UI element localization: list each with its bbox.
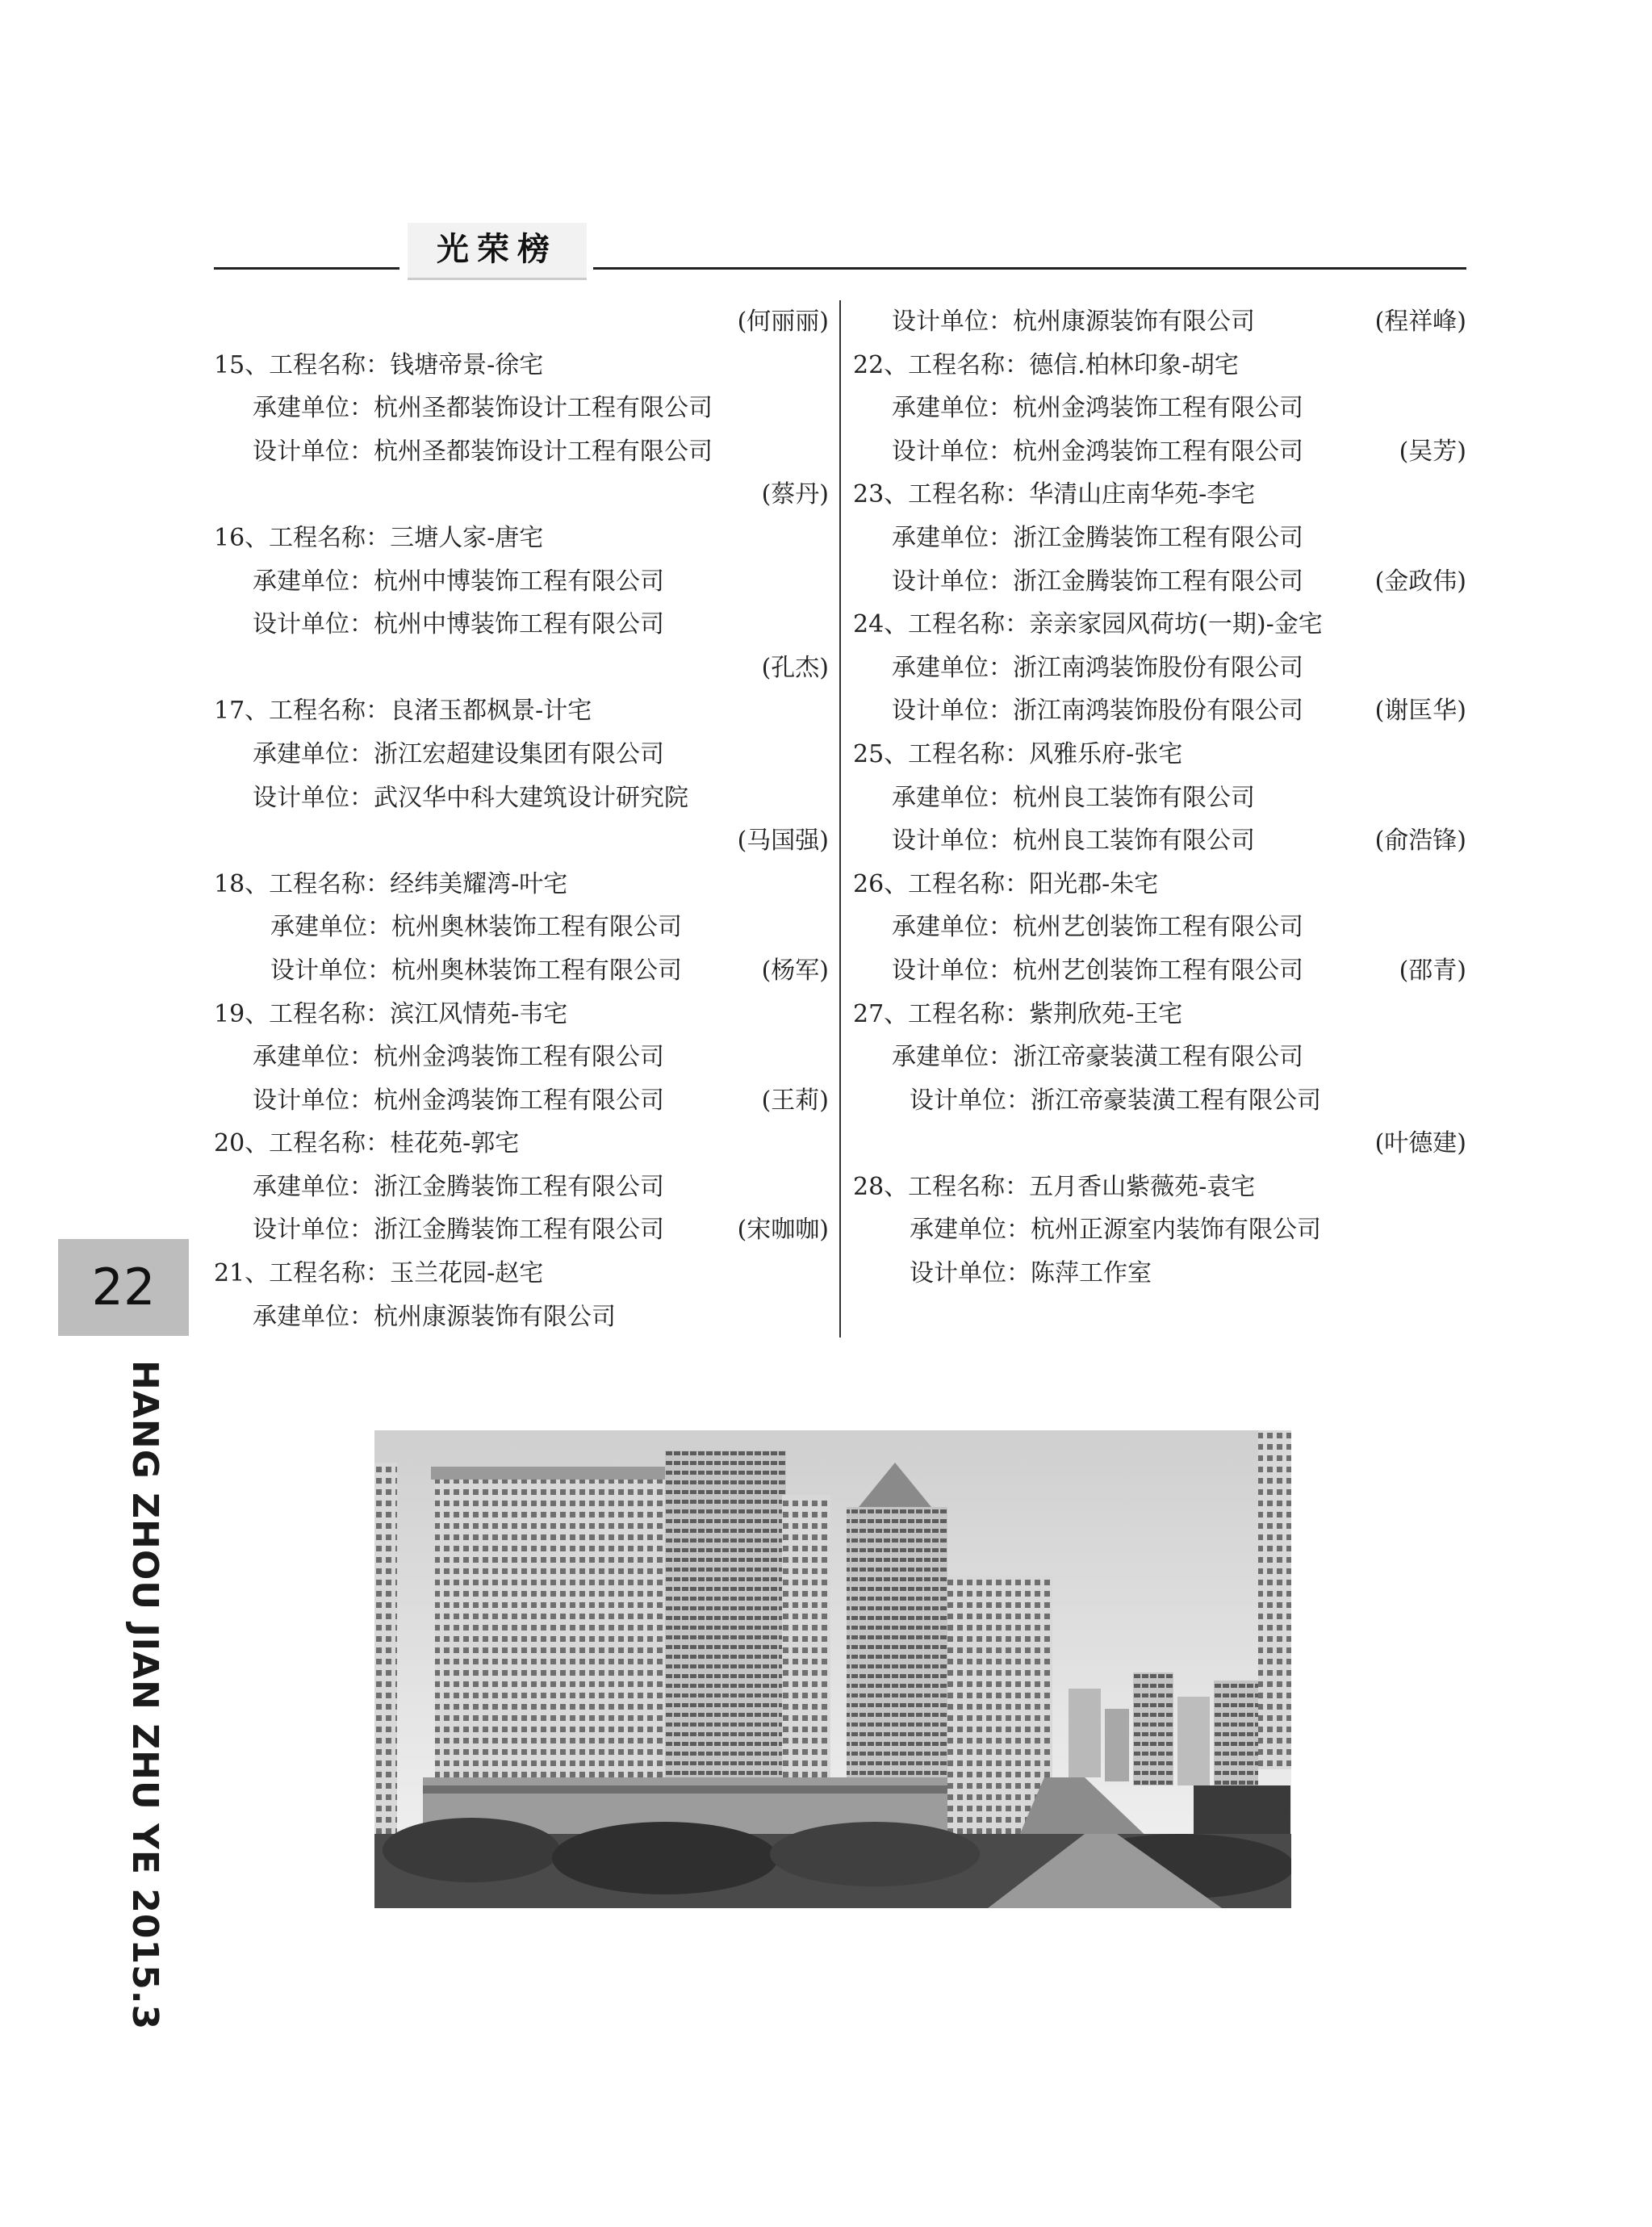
right-project-detail <box>853 1208 1466 1252</box>
left-project-detail <box>214 1208 829 1252</box>
line-text: 承建单位：浙江宏超建设集团有限公司 <box>253 739 664 768</box>
line-text: 24、工程名称：亲亲家园风荷坊(一期)-金宅 <box>853 610 1323 639</box>
line-text: 20、工程名称：桂花苑-郭宅 <box>214 1129 520 1158</box>
line-text: 设计单位：浙江南鸿装饰股份有限公司 <box>892 697 1303 726</box>
magazine-title-vertical: HANG ZHOU JIAN ZHU YE 2015.3 <box>124 1360 165 2031</box>
right-project-detail <box>853 819 1466 863</box>
line-text: 承建单位：浙江金腾装饰工程有限公司 <box>253 1172 664 1201</box>
right-project-detail <box>853 560 1466 604</box>
line-text: 承建单位：杭州艺创装饰工程有限公司 <box>892 913 1303 942</box>
line-text: 16、工程名称：三塘人家-唐宅 <box>214 523 544 552</box>
designer-name: (程祥峰) <box>1374 308 1466 336</box>
line-text: 承建单位：杭州良工装饰有限公司 <box>892 783 1255 812</box>
line-text: 17、工程名称：良渚玉都枫景-计宅 <box>214 697 592 726</box>
line-text: 设计单位：杭州奥林装饰工程有限公司 <box>270 956 682 985</box>
designer-name: (谢匡华) <box>1374 697 1466 726</box>
left-designer-name: (何丽丽) <box>737 308 829 336</box>
left-project-title <box>214 863 829 906</box>
left-designer-name: (蔡丹) <box>761 480 829 509</box>
line-text: 承建单位：杭州康源装饰有限公司 <box>253 1302 616 1331</box>
left-project-detail <box>214 1036 829 1079</box>
left-designer-name: (马国强) <box>737 827 829 856</box>
column-divider <box>839 300 841 1337</box>
designer-name: (王莉) <box>761 1086 829 1115</box>
designer-name: (杨军) <box>761 956 829 985</box>
right-project-detail <box>853 430 1466 474</box>
left-project-detail <box>214 777 829 820</box>
line-text: 21、工程名称：玉兰花园-赵宅 <box>214 1259 544 1288</box>
right-project-title <box>853 863 1466 906</box>
left-project-detail <box>214 387 829 430</box>
right-column <box>853 300 1466 1296</box>
line-text: 设计单位：武汉华中科大建筑设计研究院 <box>253 783 688 812</box>
right-project-detail <box>853 647 1466 690</box>
designer-name: (吴芳) <box>1399 437 1466 466</box>
section-title: 光荣榜 <box>408 223 587 280</box>
right-project-title <box>853 473 1466 517</box>
line-text: 承建单位：杭州中博装饰工程有限公司 <box>253 567 664 596</box>
line-text: 设计单位：杭州金鸿装饰工程有限公司 <box>892 437 1303 466</box>
right-project-detail <box>853 517 1466 560</box>
line-text: 22、工程名称：德信.柏林印象-胡宅 <box>853 350 1239 379</box>
right-project-detail <box>853 1079 1466 1123</box>
line-text: 19、工程名称：滨江风情苑-韦宅 <box>214 999 568 1028</box>
left-project-title <box>214 1252 829 1296</box>
line-text: 承建单位：杭州圣都装饰设计工程有限公司 <box>253 394 713 423</box>
left-project-detail <box>214 1296 829 1339</box>
right-project-detail <box>853 387 1466 430</box>
line-text: 承建单位：杭州正源室内装饰有限公司 <box>910 1216 1321 1245</box>
line-text: 25、工程名称：风雅乐府-张宅 <box>853 739 1183 768</box>
line-text: 设计单位：杭州良工装饰有限公司 <box>892 827 1255 856</box>
line-text: 承建单位：浙江金腾装饰工程有限公司 <box>892 523 1303 552</box>
right-project-detail <box>853 949 1466 993</box>
line-text: 承建单位：杭州金鸿装饰工程有限公司 <box>253 1043 664 1072</box>
page-number: 22 <box>58 1239 189 1336</box>
designer-name: (金政伟) <box>1374 567 1466 596</box>
designer-name: (宋咖咖) <box>737 1216 829 1245</box>
left-project-detail <box>214 733 829 777</box>
right-project-title <box>853 344 1466 387</box>
line-text: 设计单位：陈萍工作室 <box>910 1259 1152 1288</box>
left-designer-name: (孔杰) <box>761 653 829 682</box>
city-skyline-image <box>374 1430 1291 1908</box>
line-text: 设计单位：浙江帝豪装潢工程有限公司 <box>910 1086 1321 1115</box>
left-project-detail <box>214 1079 829 1123</box>
left-project-detail <box>214 430 829 474</box>
header-rule-right <box>593 267 1466 270</box>
line-text: 15、工程名称：钱塘帝景-徐宅 <box>214 350 544 379</box>
right-project-detail <box>853 300 1466 344</box>
designer-name: (邵青) <box>1399 956 1466 985</box>
left-project-title <box>214 993 829 1036</box>
line-text: 承建单位：浙江帝豪装潢工程有限公司 <box>892 1043 1303 1072</box>
line-text: 承建单位：杭州金鸿装饰工程有限公司 <box>892 394 1303 423</box>
left-project-title <box>214 344 829 387</box>
line-text: 设计单位：浙江金腾装饰工程有限公司 <box>253 1216 664 1245</box>
designer-name: (俞浩锋) <box>1374 827 1466 856</box>
line-text: 设计单位：杭州中博装饰工程有限公司 <box>253 610 664 639</box>
line-text: 设计单位：杭州金鸿装饰工程有限公司 <box>253 1086 664 1115</box>
line-text: 承建单位：杭州奥林装饰工程有限公司 <box>270 913 682 942</box>
left-project-detail <box>214 1166 829 1209</box>
line-text: 23、工程名称：华清山庄南华苑-李宅 <box>853 480 1256 509</box>
right-project-title <box>853 603 1466 647</box>
line-text: 设计单位：浙江金腾装饰工程有限公司 <box>892 567 1303 596</box>
line-text: 设计单位：杭州康源装饰有限公司 <box>892 308 1255 336</box>
header-rule-left <box>214 267 399 270</box>
line-text: 承建单位：浙江南鸿装饰股份有限公司 <box>892 653 1303 682</box>
right-project-detail <box>853 777 1466 820</box>
right-project-detail <box>853 1036 1466 1079</box>
line-text: 26、工程名称：阳光郡-朱宅 <box>853 869 1159 898</box>
left-column <box>214 300 829 1338</box>
right-project-detail <box>853 906 1466 949</box>
left-project-title <box>214 689 829 733</box>
left-project-detail <box>214 949 829 993</box>
right-project-title <box>853 993 1466 1036</box>
left-project-detail <box>214 603 829 647</box>
right-project-detail <box>853 1252 1466 1296</box>
left-project-detail <box>214 560 829 604</box>
right-project-title <box>853 1166 1466 1209</box>
line-text: 18、工程名称：经纬美耀湾-叶宅 <box>214 869 568 898</box>
city-skyline-photo <box>374 1430 1291 1908</box>
line-text: 设计单位：杭州艺创装饰工程有限公司 <box>892 956 1303 985</box>
line-text: 28、工程名称：五月香山紫薇苑-袁宅 <box>853 1172 1256 1201</box>
line-text: 27、工程名称：紫荆欣苑-王宅 <box>853 999 1183 1028</box>
left-project-title <box>214 1122 829 1166</box>
right-designer-name: (叶德建) <box>1374 1129 1466 1158</box>
left-project-detail <box>214 906 829 949</box>
line-text: 设计单位：杭州圣都装饰设计工程有限公司 <box>253 437 713 466</box>
left-project-title <box>214 517 829 560</box>
right-project-detail <box>853 689 1466 733</box>
right-project-title <box>853 733 1466 777</box>
